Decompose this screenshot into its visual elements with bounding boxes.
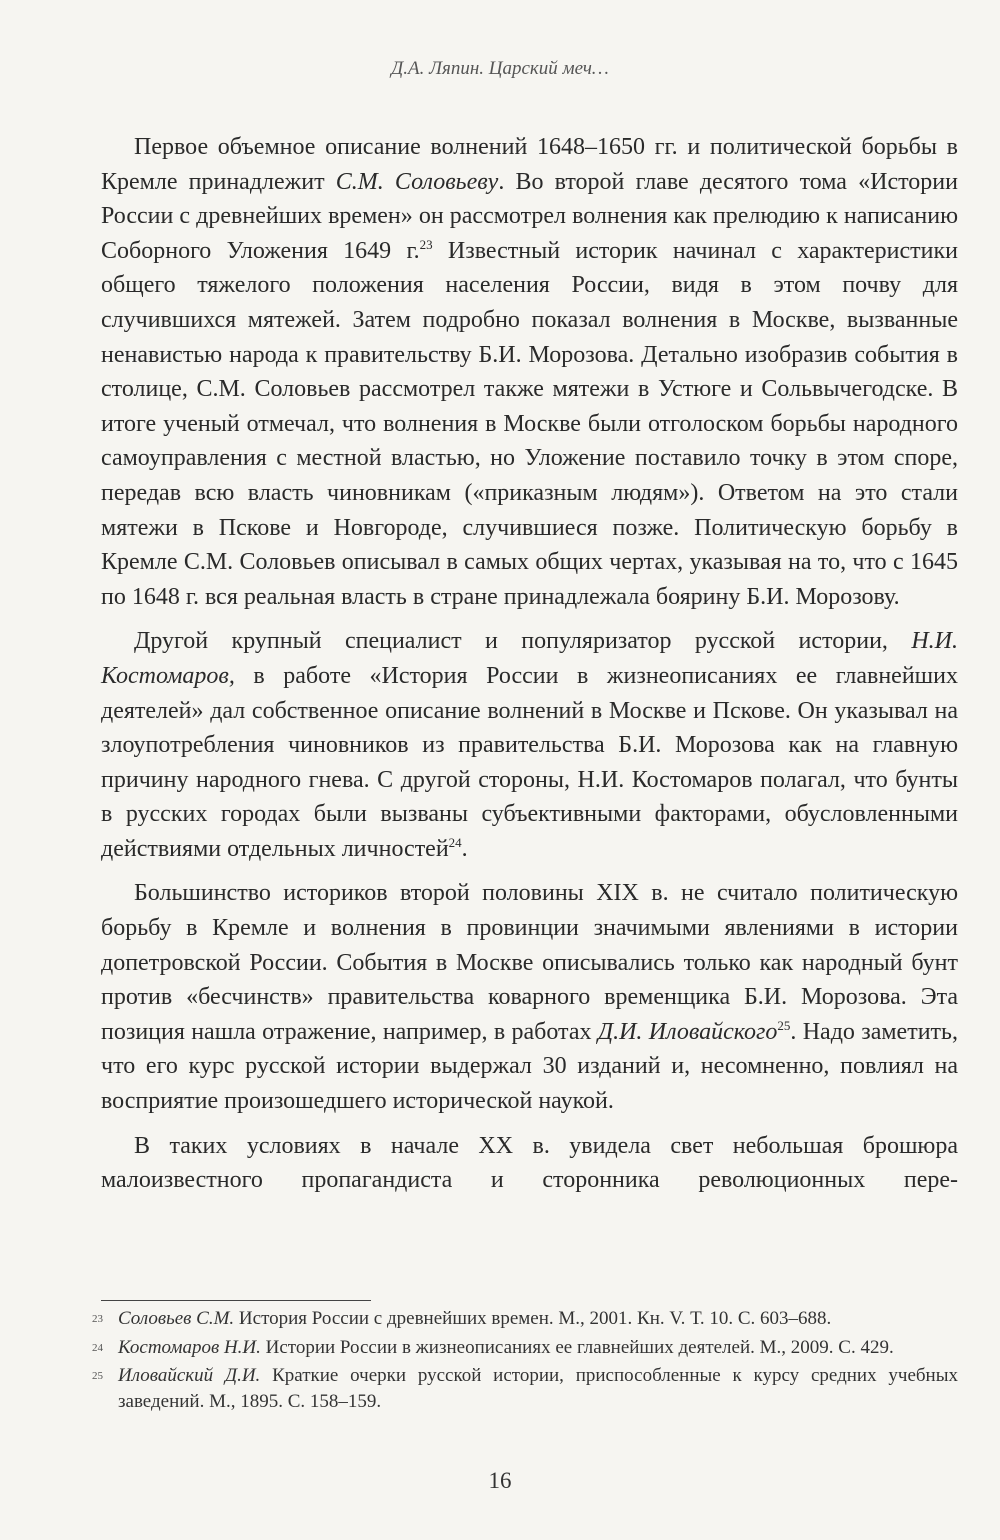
paragraph-4 bbox=[101, 1129, 958, 1198]
footnote-citation: История России с древнейших времен. М., 2001. Кн. V. Т. 10. С. 603–688. bbox=[234, 1308, 832, 1329]
footnote-author: Костомаров Н.И. bbox=[118, 1336, 261, 1358]
author-kostomarov: Н.И. Костомаров, bbox=[101, 628, 958, 689]
paragraph-3 bbox=[101, 876, 958, 1118]
footnote-number: 25 bbox=[92, 1370, 103, 1383]
paragraph-1 bbox=[101, 130, 958, 614]
footnote-author: Иловайский Д.И. bbox=[118, 1365, 261, 1387]
paragraph-1-text-a: Первое объемное описание волнений 1648–1650 гг. и политической борьбы в Кремле принадлежит bbox=[101, 134, 958, 195]
footnote-text bbox=[118, 1335, 958, 1362]
paragraph-1-text-b: . Во второй главе десятого тома «Истории России с древнейших времен» он рассмотрел волнения как прелюдию к написанию Соборного Уложения 1649 г. bbox=[101, 168, 958, 264]
main-text bbox=[101, 130, 958, 1198]
footnote-ref-24[interactable]: 24 bbox=[448, 834, 462, 850]
paragraph-2-text-c: . bbox=[461, 835, 468, 862]
footnote-text bbox=[118, 1306, 958, 1333]
footnote-ref-23[interactable]: 23 bbox=[419, 236, 433, 252]
paragraph-2-text-b: в работе «История России в жизнеописаниях ее главнейших деятелей» дал собственное описание волнений в Москве и Пскове. Он указывал на злоупотребления чиновников из правительства Б.И. Морозова как на главную причину народного гнева. С другой стороны, Н.И. Костомаров полагал, что бунты в русских городах были вызваны субъективными факторами, обусловленными действиями отдельных личностей bbox=[101, 662, 958, 862]
footnotes bbox=[92, 1304, 958, 1414]
footnote-number: 24 bbox=[92, 1341, 103, 1354]
running-header: Д.А. Ляпин. Царский меч… bbox=[391, 58, 609, 79]
paragraph-2-text-a: Другой крупный специалист и популяризатор русской истории, bbox=[134, 628, 912, 655]
footnote-23 bbox=[92, 1306, 958, 1333]
author-soloviev: С.М. Соловьеву bbox=[335, 168, 499, 195]
footnote-text bbox=[118, 1363, 958, 1414]
footnote-24 bbox=[92, 1335, 958, 1362]
paragraph-2 bbox=[101, 624, 958, 866]
paragraph-3-text-b: . Надо заметить, что его курс русской истории выдержал 30 изданий и, несомненно, повлиял на восприятие произошедшего исторической наукой. bbox=[101, 1018, 958, 1115]
paragraph-3-text-a: Большинство историков второй половины XIX в. не считало политическую борьбу в Кремле и волнения в провинции значимыми явлениями в истории допетровской России. События в Москве описывались только как народный бунт против «бесчинств» правительства коварного временщика Б.И. Морозова. Эта позиция нашла отражение, например, в работах bbox=[101, 880, 958, 1045]
paragraph-4-text: В таких условиях в начале XX в. увидела свет небольшая брошюра малоизвестного пропагандиста и сторонника революционных пере- bbox=[101, 1132, 958, 1194]
footnote-number: 23 bbox=[92, 1313, 103, 1325]
footnote-separator bbox=[101, 1300, 371, 1301]
page-number: 16 bbox=[488, 1468, 512, 1493]
footnote-author: Соловьев С.М. bbox=[118, 1308, 235, 1329]
footnote-citation: Истории России в жизнеописаниях ее главнейших деятелей. М., 2009. С. 429. bbox=[260, 1336, 894, 1358]
author-ilovaisky: Д.И. Иловайского bbox=[597, 1018, 778, 1045]
paragraph-1-text-c: Известный историк начинал с характеристики общего тяжелого положения населения России, видя в этом почву для случившихся мятежей. Затем подробно показал волнения в Москве, вызванные ненавистью народа к правительству Б.И. Морозова. Детально изобразив события в столице, С.М. Соловьев рассмотрел также мятежи в Устюге и Сольвычегодске. В итоге ученый отмечал, что волнения в Москве были отголоском борьбы народного самоуправления с местной властью, но Уложение поставило точку в этом споре, передав всю власть чиновникам («приказным людям»). Ответом на это стали мятежи в Пскове и Новгороде, случившиеся позже. Политическую борьбу в Кремле С.М. Соловьев описывал в самых общих чертах, указывая на то, что с 1645 по 1648 г. вся реальная власть в стране принадлежала боярину Б.И. Морозову. bbox=[101, 237, 958, 610]
footnote-25 bbox=[92, 1363, 958, 1414]
footnote-citation: Краткие очерки русской истории, приспособленные к курсу средних учебных заведений. М., 1895. С. 158–159. bbox=[118, 1365, 958, 1412]
footnote-ref-25[interactable]: 25 bbox=[777, 1017, 791, 1033]
